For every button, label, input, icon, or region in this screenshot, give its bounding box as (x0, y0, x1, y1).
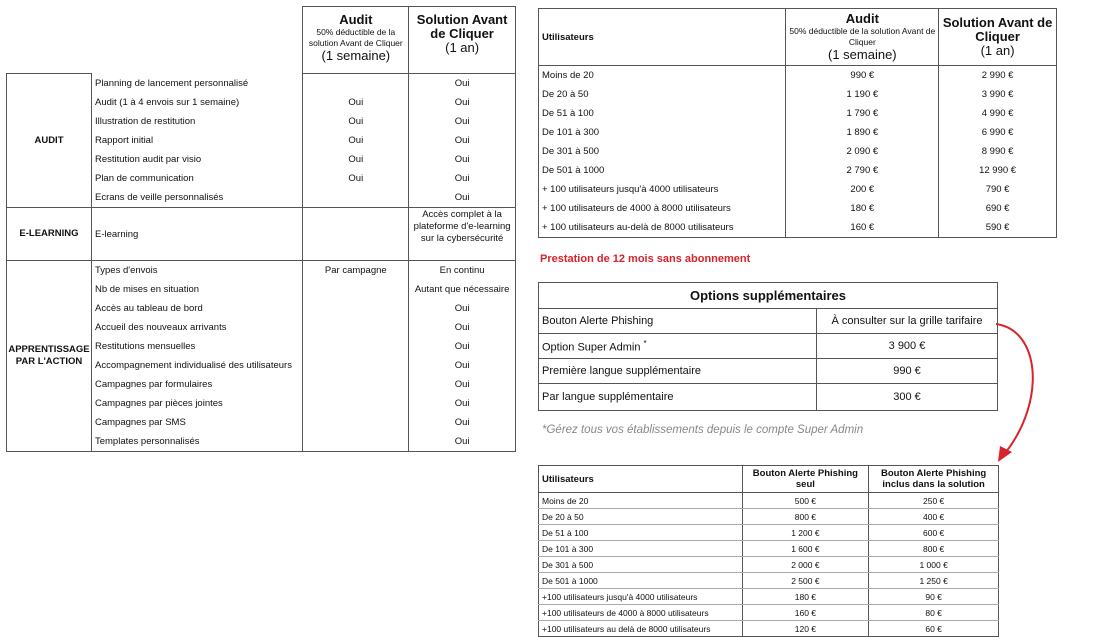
footnote-marker: * (643, 338, 647, 348)
table-row: Audit (1 à 4 envois sur 1 semaine) Oui Oui (7, 93, 516, 112)
table-row: Première langue supplémentaire 990 € (539, 359, 998, 384)
table-row: Campagnes par SMS Oui (7, 413, 516, 432)
category-audit: AUDIT (7, 74, 92, 208)
solution-column-header: Solution Avant de Cliquer (1 an) (409, 7, 516, 74)
table-row: Campagnes par formulaires Oui (7, 375, 516, 394)
table-row: Accompagnement individualisé des utilisateurs Oui (7, 356, 516, 375)
table-row: APPRENTISSAGE PAR L'ACTION Types d'envois Par campagne En continu (7, 261, 516, 281)
table-row: Restitution audit par visio Oui Oui (7, 150, 516, 169)
phishing-alone-header: Bouton Alerte Phishing seul (742, 466, 869, 493)
phishing-button-table (538, 465, 999, 637)
table-row: Nb de mises en situation Autant que nécessaire (7, 280, 516, 299)
features-table (6, 6, 516, 452)
table-row: Plan de communication Oui Oui (7, 169, 516, 188)
pricing-table (538, 8, 1057, 238)
table-row: De 101 à 300 1 600 € 800 € (539, 541, 999, 557)
phishing-users-header: Utilisateurs (539, 466, 743, 493)
audit-price-header: Audit 50% déductible de la solution Avant de Cliquer (1 semaine) (786, 9, 939, 66)
super-admin-note: *Gérez tous vos établissements depuis le compte Super Admin (542, 424, 864, 436)
phishing-included-header: Bouton Alerte Phishing inclus dans la solution (869, 466, 999, 493)
table-row: De 101 à 300 1 890 € 6 990 € (539, 123, 1057, 142)
table-row: +100 utilisateurs de 4000 à 8000 utilisateurs 160 € 80 € (539, 605, 999, 621)
table-row: Option Super Admin * 3 900 € (539, 334, 998, 359)
table-row: De 20 à 50 1 190 € 3 990 € (539, 85, 1057, 104)
table-row: De 301 à 500 2 000 € 1 000 € (539, 557, 999, 573)
table-row: Campagnes par pièces jointes Oui (7, 394, 516, 413)
table-row: Accueil des nouveaux arrivants Oui (7, 318, 516, 337)
table-row: Bouton Alerte Phishing À consulter sur la grille tarifaire (539, 309, 998, 334)
arrow-head (998, 446, 1012, 462)
table-row: Illustration de restitution Oui Oui (7, 112, 516, 131)
table-row: Rapport initial Oui Oui (7, 131, 516, 150)
table-row: De 501 à 1000 2 790 € 12 990 € (539, 161, 1057, 180)
table-row: Templates personnalisés Oui (7, 432, 516, 452)
solution-price-header: Solution Avant de Cliquer (1 an) (939, 9, 1057, 66)
users-column-header: Utilisateurs (539, 9, 786, 66)
table-row: + 100 utilisateurs de 4000 à 8000 utilisateurs 180 € 690 € (539, 199, 1057, 218)
table-row: De 51 à 100 1 790 € 4 990 € (539, 104, 1057, 123)
table-row: + 100 utilisateurs jusqu'à 4000 utilisateurs 200 € 790 € (539, 180, 1057, 199)
table-row: Restitutions mensuelles Oui (7, 337, 516, 356)
category-apprentissage: APPRENTISSAGE PAR L'ACTION (7, 261, 92, 452)
table-row: +100 utilisateurs au delà de 8000 utilisateurs 120 € 60 € (539, 621, 999, 637)
table-row: De 51 à 100 1 200 € 600 € (539, 525, 999, 541)
table-row: Accès au tableau de bord Oui (7, 299, 516, 318)
phishing-grid-reference: À consulter sur la grille tarifaire (817, 309, 998, 334)
table-row: Par langue supplémentaire 300 € (539, 384, 998, 411)
table-row: De 20 à 50 800 € 400 € (539, 509, 999, 525)
prestation-note: Prestation de 12 mois sans abonnement (540, 253, 751, 265)
table-row: Ecrans de veille personnalisés Oui (7, 188, 516, 208)
table-row: De 501 à 1000 2 500 € 1 250 € (539, 573, 999, 589)
options-title: Options supplémentaires (539, 283, 998, 309)
table-row: De 301 à 500 2 090 € 8 990 € (539, 142, 1057, 161)
options-table (538, 282, 998, 411)
table-row: AUDIT Planning de lancement personnalisé Oui (7, 74, 516, 94)
table-row: Moins de 20 990 € 2 990 € (539, 66, 1057, 86)
table-row: +100 utilisateurs jusqu'à 4000 utilisateurs 180 € 90 € (539, 589, 999, 605)
audit-column-header: Audit 50% déductible de la solution Avant de Cliquer (1 semaine) (303, 7, 409, 74)
arrow-curve (996, 324, 1033, 452)
table-row: E-LEARNING E-learning Accès complet à la plateforme d'e-learning sur la cybersécurité (7, 208, 516, 261)
category-elearning: E-LEARNING (7, 208, 92, 261)
table-row: Moins de 20 500 € 250 € (539, 493, 999, 509)
table-row: + 100 utilisateurs au-delà de 8000 utilisateurs 160 € 590 € (539, 218, 1057, 238)
